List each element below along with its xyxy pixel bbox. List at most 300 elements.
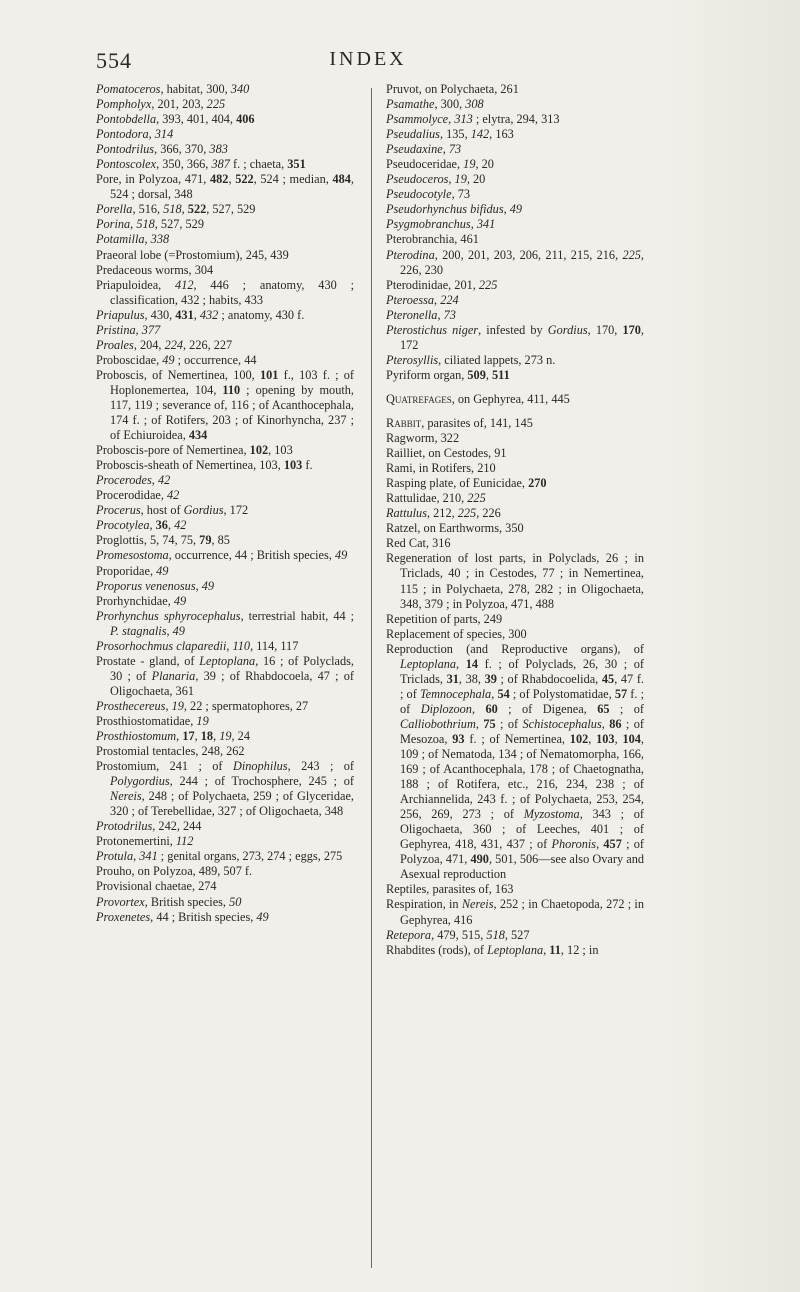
entry-text: Pseudorhynchus bifidus (386, 202, 504, 217)
entry-text: , 73 (451, 187, 471, 202)
entry-text: 57 (614, 686, 628, 701)
entry-text: 42 (167, 488, 180, 503)
entry-text: , 109 ; of Nematoda, 134 ; of Nematomorpha, 166, 169 ; of Acanthocephala, 178 ; of Chaetognatha, 188 ; of Rotifera, etc., 216, 234, 238 ; of Archiannelida, 243 f. ; of Polychaeta, 253, 254, 256, 269, 273 ; of (400, 731, 644, 822)
index-entry (386, 897, 644, 927)
index-entry (386, 536, 644, 551)
index-entry (96, 323, 354, 338)
entry-text: , habitat, 300, (160, 82, 231, 96)
entry-text: , 524 ; dorsal, 348 (110, 172, 354, 202)
entry-text: 39 (484, 671, 497, 686)
index-entry (96, 127, 354, 142)
entry-text: , (193, 307, 200, 322)
index-entry (386, 392, 644, 407)
entry-text: , 252 ; in Chaetopoda, 272 ; in Gephyrea, 416 (400, 897, 644, 927)
entry-text: Reproduction (and Reproductive organs), of (386, 641, 644, 656)
entry-text: 50 (229, 894, 242, 909)
entry-text: 412 (175, 277, 194, 292)
entry-text: 49 (172, 623, 185, 638)
entry-text: P. stagnalis (110, 623, 167, 638)
index-entry (386, 127, 644, 142)
entry-text: Phoronis (551, 837, 597, 852)
entry-text: , 226, 227 (183, 337, 233, 352)
entry-text: Red Cat, 316 (386, 536, 451, 551)
entry-text: ; of (609, 701, 645, 716)
index-entry (96, 564, 354, 579)
entry-text: Prorhynchidae, (96, 593, 174, 608)
index-entry (96, 278, 354, 308)
index-entry (96, 157, 354, 172)
index-entry (386, 97, 644, 112)
index-entry (96, 458, 354, 473)
entry-text: Proxenetes (96, 909, 151, 924)
entry-text: 522 (235, 172, 254, 187)
index-entry (386, 551, 644, 611)
entry-text: 31 (446, 671, 459, 686)
letter-group-gap (386, 383, 644, 392)
index-entry (96, 819, 354, 834)
entry-text: Gordius (547, 322, 588, 337)
entry-text: Procerodes (96, 473, 152, 488)
index-entry (96, 142, 354, 157)
entry-text: 45 (601, 671, 615, 686)
index-entry (386, 293, 644, 308)
entry-text: , 446 ; anatomy, 430 ; classification, 432 ; habits, 433 (110, 277, 354, 307)
entry-text: Protula (96, 849, 134, 864)
entry-text: 19 (219, 729, 232, 744)
entry-text: Protonemertini, (96, 834, 176, 849)
entry-text: , 300, (434, 97, 466, 112)
index-entry (96, 172, 354, 202)
index-entry (96, 548, 354, 563)
entry-text: ; of Mesozoa, (400, 716, 644, 746)
index-entry (96, 202, 354, 217)
entry-text: 518 (136, 217, 155, 232)
entry-text: , occurrence, 44 ; British species, (168, 548, 335, 563)
entry-text: Pomatoceros (96, 82, 161, 96)
entry-text: Proboscis-pore of Nemertinea, (96, 443, 250, 458)
entry-text: Psammolyce (386, 112, 449, 127)
entry-text: Pterodina (386, 247, 435, 262)
entry-text: 103 (283, 458, 303, 473)
entry-text: Pseudocotyle (386, 187, 452, 202)
entry-text: 431 (175, 307, 194, 322)
index-entry (386, 928, 644, 943)
entry-text: , (503, 202, 510, 217)
entry-text: Rami, in Rotifers, 210 (386, 461, 496, 476)
entry-text: 387 (211, 157, 230, 172)
entry-text: f., 103 f. ; of Hoplonemertea, 104, (110, 367, 354, 397)
index-entry (386, 612, 644, 627)
entry-text: Procerus (96, 503, 141, 518)
entry-text: Pterosyllis (386, 352, 439, 367)
entry-text: Quatrefages (386, 391, 452, 406)
entry-text: 383 (209, 142, 228, 157)
index-entry (96, 639, 354, 654)
entry-text: Priapuloidea, (96, 277, 176, 292)
entry-text: Prostomium, 241 ; of (96, 759, 233, 774)
entry-text: Retepora (386, 927, 432, 942)
entry-text: , 393, 401, 404, (156, 112, 237, 127)
entry-text: Temnocephala (419, 686, 492, 701)
entry-text: Pseudaxine (386, 142, 443, 157)
entry-text: , 226 (476, 506, 501, 521)
entry-text: 19 (171, 698, 184, 713)
entry-text: 60 (485, 701, 498, 716)
index-entry (386, 642, 644, 883)
entry-text: 36 (155, 518, 168, 533)
index-entry (386, 248, 644, 278)
entry-text: ; opening by mouth, 117, 119 ; severance of, 116 ; of Acanthocephala, 174 f. ; of Rotifers, 203 ; of Kinorhyncha, 237 ; of Echiuroidea, (110, 382, 354, 443)
index-column-right (386, 82, 644, 958)
entry-text: , 226, 230 (400, 247, 644, 277)
entry-text: , (471, 701, 486, 716)
entry-text: f. ; chaeta, (229, 157, 288, 172)
entry-text: , 343 ; of Oligochaeta, 360 ; of Leeches, 401 ; of Gephyrea, 418, 431, 437 ; of (400, 807, 645, 852)
entry-text: 75 (483, 716, 496, 731)
page-number: 554 (96, 48, 132, 73)
entry-text: , (176, 729, 183, 744)
entry-text: f. (302, 458, 313, 473)
index-entry (386, 491, 644, 506)
entry-text: 86 (609, 716, 622, 731)
entry-text: , 527, 529 (206, 202, 256, 217)
entry-text: Regeneration of lost parts, in Polyclads, 26 ; in Triclads, 40 ; in Cestodes, 77 ; in Nemertinea, 115 ; in Polychaeta, 278, 282 ; in Oligochaeta, 348, 379 ; in Polyzoa, 471, 488 (386, 551, 644, 611)
entry-text: , (144, 232, 151, 247)
entry-text: 434 (188, 428, 208, 443)
entry-text: Rabbit (386, 415, 422, 430)
entry-text: Reptiles, parasites of, 163 (386, 882, 514, 897)
entry-text: , 103 (268, 443, 293, 458)
entry-text: Dinophilus (232, 759, 288, 774)
entry-text: Pseudalius (386, 127, 440, 142)
index-entry (96, 518, 354, 533)
index-entry (386, 461, 644, 476)
entry-text: Repetition of parts, 249 (386, 611, 503, 626)
entry-text: 49 (173, 593, 187, 608)
entry-text: Proales (96, 337, 134, 352)
entry-text: , (596, 837, 604, 852)
page-edge-shadow (670, 0, 800, 1292)
entry-text: , (181, 202, 188, 217)
entry-text: Pristina (96, 322, 136, 337)
entry-text: , 242, 244 (152, 819, 202, 834)
entry-text: 482 (210, 172, 229, 187)
entry-text: Pontobdella (96, 112, 157, 127)
entry-text: Planaria (151, 668, 196, 683)
entry-text: Praeoral lobe (=Prostomium), 245, 439 (96, 247, 289, 262)
index-entry (96, 533, 354, 548)
entry-text: , (135, 322, 142, 337)
entry-text: 14 (465, 656, 479, 671)
entry-text: f. ; of Nemertinea, (464, 731, 570, 746)
index-entry (386, 82, 644, 97)
index-entry (386, 882, 644, 897)
index-entry (386, 416, 644, 431)
entry-text: Prorhynchus sphyrocephalus (96, 608, 241, 623)
index-entry (386, 308, 644, 323)
entry-text: Rattulus (386, 506, 427, 521)
entry-text: f. ; of Polyclads, 26, 30 ; of Triclads, (400, 656, 644, 686)
entry-text: ; of (495, 716, 523, 731)
letter-group-gap (386, 407, 644, 416)
entry-text: Prosthiostomatidae, (96, 713, 197, 728)
entry-text: ; elytra, 294, 313 (472, 112, 560, 127)
entry-text: 406 (236, 112, 255, 127)
entry-text: , (194, 729, 201, 744)
entry-text: , (456, 656, 466, 671)
index-entry (386, 353, 644, 368)
entry-text: , 527, 529 (154, 217, 204, 232)
entry-text: , (226, 638, 233, 653)
index-entry (96, 864, 354, 879)
entry-text: Proboscidae, (96, 352, 163, 367)
entry-text: Prostate - gland, of (96, 653, 200, 668)
entry-text: ; of Rhabdocoelida, (496, 671, 602, 686)
entry-text: , (434, 292, 441, 307)
index-entry (386, 112, 644, 127)
entry-text: 225 (622, 247, 641, 262)
entry-text: 340 (230, 82, 250, 96)
entry-text: , British species, (144, 894, 230, 909)
entry-text: , 85 (211, 533, 230, 548)
entry-text: 103 (596, 731, 615, 746)
entry-text: 104 (622, 731, 641, 746)
index-entry (96, 503, 354, 518)
entry-text: , (588, 731, 597, 746)
entry-text: Potamilla (96, 232, 145, 247)
entry-text: ; of Digenea, (497, 701, 598, 716)
entry-text: 49 (334, 548, 348, 563)
index-entry (386, 446, 644, 461)
entry-text: 49 (509, 202, 523, 217)
entry-text: Proboscis, of Nemertinea, 100, (96, 367, 260, 382)
entry-text: , (470, 217, 477, 232)
entry-text: 484 (332, 172, 351, 187)
index-entry (96, 654, 354, 699)
entry-text: 42 (174, 518, 187, 533)
entry-text: , (475, 716, 484, 731)
entry-text: Prostomial tentacles, 248, 262 (96, 744, 245, 759)
entry-text: 19 (196, 713, 209, 728)
entry-text: 49 (256, 909, 269, 924)
entry-text: 101 (259, 367, 279, 382)
index-entry (96, 744, 354, 759)
entry-text: , 201, 203, (151, 97, 207, 112)
index-entry (386, 172, 644, 187)
index-entry (96, 699, 354, 714)
entry-text: Gordius (183, 503, 224, 518)
entry-text: 270 (528, 476, 547, 491)
entry-text: Leptoplana (400, 656, 457, 671)
index-entry (96, 879, 354, 894)
entry-text: , 24 (231, 729, 250, 744)
entry-text: f. ; of (400, 686, 644, 716)
entry-text: 313 (454, 112, 473, 127)
entry-text: , 204, (133, 337, 165, 352)
entry-text: , (133, 849, 140, 864)
entry-text: , 38, (458, 671, 485, 686)
entry-text: ; occurrence, 44 (174, 352, 257, 367)
index-entry (96, 82, 354, 97)
entry-text: , 200, 201, 203, 206, 211, 215, 216, (434, 247, 623, 262)
index-entry (386, 217, 644, 232)
index-entry (96, 97, 354, 112)
entry-text: , (149, 518, 156, 533)
entry-text: , (437, 307, 444, 322)
entry-text: , (485, 367, 493, 382)
entry-text: Proporidae, (96, 563, 157, 578)
index-entry (96, 248, 354, 263)
entry-text: 225 (457, 506, 477, 521)
entry-text: 225 (478, 277, 498, 292)
entry-text: 19 (463, 157, 476, 172)
entry-text: 102 (569, 731, 589, 746)
entry-text: , 430, (144, 307, 176, 322)
entry-text: , (167, 518, 175, 533)
entry-text: , (601, 716, 610, 731)
index-entry (96, 338, 354, 353)
index-entry (96, 579, 354, 594)
entry-text: Schistocephalus (522, 716, 602, 731)
entry-text: Psygmobranchus (386, 217, 471, 232)
index-columns (96, 82, 644, 1268)
index-entry (96, 473, 354, 488)
entry-text: Replacement of species, 300 (386, 626, 527, 641)
entry-text: , (130, 217, 137, 232)
entry-text: 224 (440, 292, 459, 307)
entry-text: 314 (154, 127, 174, 142)
index-entry (96, 910, 354, 925)
entry-text: Ratzel, on Earthworms, 350 (386, 521, 524, 536)
entry-text: 19 (454, 172, 467, 187)
entry-text: Proporus venenosus (96, 578, 196, 593)
index-entry (96, 308, 354, 323)
entry-text: , (148, 127, 155, 142)
entry-text: Predaceous worms, 304 (96, 262, 214, 277)
entry-text: , (151, 473, 158, 488)
index-entry (386, 521, 644, 536)
entry-text: Pterobranchia, 461 (386, 232, 479, 247)
entry-text: Provortex (96, 894, 145, 909)
entry-text: Leptoplana (487, 942, 544, 957)
index-entry (96, 232, 354, 247)
page-header (96, 48, 640, 76)
entry-text: , 350, 366, (156, 157, 212, 172)
entry-text: , 12 ; in (560, 942, 599, 957)
entry-text: Rhabdites (rods), of (386, 942, 488, 957)
index-entry (96, 895, 354, 910)
entry-text: 490 (470, 852, 489, 867)
entry-text: 65 (597, 701, 610, 716)
entry-text: 377 (141, 322, 161, 337)
entry-text: , 516, (132, 202, 164, 217)
entry-text: Prouho, on Polyzoa, 489, 507 f. (96, 864, 253, 879)
entry-text: Porella (96, 202, 133, 217)
index-entry (386, 157, 644, 172)
entry-text: , 248 ; of Polychaeta, 259 ; of Glyceridae, 320 ; of Terebellidae, 327 ; of Oligochaeta, 348 (110, 789, 354, 819)
entry-text: 73 (448, 142, 462, 157)
entry-text: Pontodrilus (96, 142, 155, 157)
entry-text: 511 (492, 367, 510, 382)
entry-text: ; of Polystomatidae, (509, 686, 615, 701)
entry-text: Proboscis-sheath of Nemertinea, 103, (96, 458, 284, 473)
entry-text: Rasping plate, of Eunicidae, (386, 476, 529, 491)
entry-text: Psamathe (386, 97, 435, 112)
entry-text: , (442, 142, 449, 157)
entry-text: 17 (182, 729, 195, 744)
entry-text: Polygordius (110, 774, 170, 789)
entry-text: 170 (622, 322, 641, 337)
index-entry (386, 202, 644, 217)
index-entry (386, 278, 644, 293)
entry-text: Pteronella (386, 307, 438, 322)
entry-text: Rattulidae, 210, (386, 491, 468, 506)
entry-text: , on Gephyrea, 411, 445 (451, 391, 570, 406)
index-entry (386, 142, 644, 157)
entry-text: , 20 (475, 157, 494, 172)
entry-text: , (166, 623, 173, 638)
entry-text: 93 (452, 731, 465, 746)
entry-text: , 243 ; of (287, 759, 355, 774)
entry-text: Pterodinidae, 201, (386, 277, 479, 292)
entry-text: Proglottis, 5, 74, 75, (96, 533, 200, 548)
entry-text: , 172 (400, 322, 644, 352)
entry-text: Pompholyx (96, 97, 152, 112)
entry-text: ; genital organs, 273, 274 ; eggs, 275 (157, 849, 343, 864)
entry-text: , 172 (223, 503, 249, 518)
entry-text: , (165, 698, 172, 713)
entry-text: 518 (163, 202, 182, 217)
index-entry (96, 217, 354, 232)
entry-text: , (448, 172, 455, 187)
entry-text: Promesostoma (96, 548, 169, 563)
index-entry (96, 759, 354, 819)
entry-text: Prosthecereus (96, 698, 166, 713)
entry-text: , (543, 942, 550, 957)
index-entry (386, 368, 644, 383)
index-entry (96, 609, 354, 639)
index-entry (386, 506, 644, 521)
entry-text: , 20 (466, 172, 486, 187)
entry-text: Pontoscolex (96, 157, 157, 172)
entry-text: Prosorhochmus claparedii (96, 638, 227, 653)
entry-text: Pseudoceridae, (386, 157, 464, 172)
entry-text: Pterostichus niger (386, 322, 479, 337)
entry-text: Railliet, on Cestodes, 91 (386, 446, 507, 461)
entry-text: , infested by (478, 322, 548, 337)
entry-text: , parasites of, 141, 145 (421, 415, 533, 430)
index-entry (386, 431, 644, 446)
index-entry (386, 627, 644, 642)
entry-text: , terrestrial habit, 44 ; (240, 608, 355, 623)
entry-text: , (491, 686, 498, 701)
entry-text: , (614, 731, 623, 746)
entry-text: Nereis (110, 789, 142, 804)
index-entry (386, 232, 644, 247)
entry-text: Pruvot, on Polychaeta, 261 (386, 82, 519, 96)
index-entry (96, 263, 354, 278)
entry-text: 432 (199, 307, 219, 322)
entry-text: 341 (476, 217, 496, 232)
entry-text: Respiration, in (386, 897, 462, 912)
entry-text: 49 (156, 563, 169, 578)
index-entry (96, 729, 354, 744)
entry-text: , 47 f. ; of (400, 671, 644, 701)
entry-text: Procotylea (96, 518, 150, 533)
index-entry (96, 834, 354, 849)
entry-text: , 135, (439, 127, 471, 142)
entry-text: , 163 (489, 127, 514, 142)
